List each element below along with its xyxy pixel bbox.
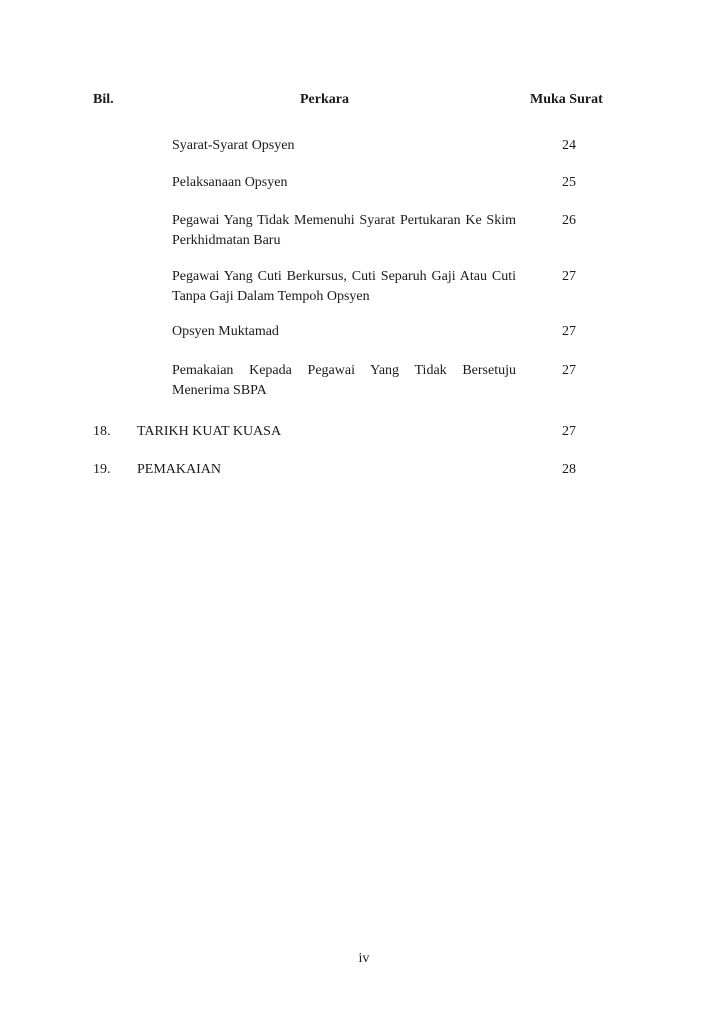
toc-subitem-text: Syarat-Syarat Opsyen xyxy=(172,138,295,153)
toc-subitem-page: 26 xyxy=(562,213,576,228)
toc-subitem-page: 27 xyxy=(562,363,576,378)
toc-item-number: 19. xyxy=(93,462,111,477)
toc-subitem-page: 25 xyxy=(562,175,576,190)
toc-subitem-text: Pegawai Yang Cuti Berkursus, Cuti Separuh Gaji Atau Cuti Tanpa Gaji Dalam Tempoh Opsyen xyxy=(172,269,516,304)
column-header-bil: Bil. xyxy=(93,92,114,107)
toc-item-text: PEMAKAIAN xyxy=(137,462,221,477)
toc-subitem-text: Pemakaian Kepada Pegawai Yang Tidak Bersetuju Menerima SBPA xyxy=(172,363,516,398)
toc-item-number: 18. xyxy=(93,424,111,439)
toc-subitem-text: Opsyen Muktamad xyxy=(172,324,279,339)
toc-subitem-text: Pegawai Yang Tidak Memenuhi Syarat Pertukaran Ke Skim Perkhidmatan Baru xyxy=(172,213,516,248)
toc-item-text: TARIKH KUAT KUASA xyxy=(137,424,282,439)
toc-subitem-page: 27 xyxy=(562,269,576,284)
toc-subitem-page: 24 xyxy=(562,138,576,153)
toc-item-page: 27 xyxy=(562,424,576,439)
footer-page-number: iv xyxy=(358,951,370,966)
column-header-perkara: Perkara xyxy=(300,92,349,107)
toc-item-page: 28 xyxy=(562,462,576,477)
column-header-muka-surat: Muka Surat xyxy=(530,92,603,107)
toc-subitem-text: Pelaksanaan Opsyen xyxy=(172,175,288,190)
toc-subitem-page: 27 xyxy=(562,324,576,339)
